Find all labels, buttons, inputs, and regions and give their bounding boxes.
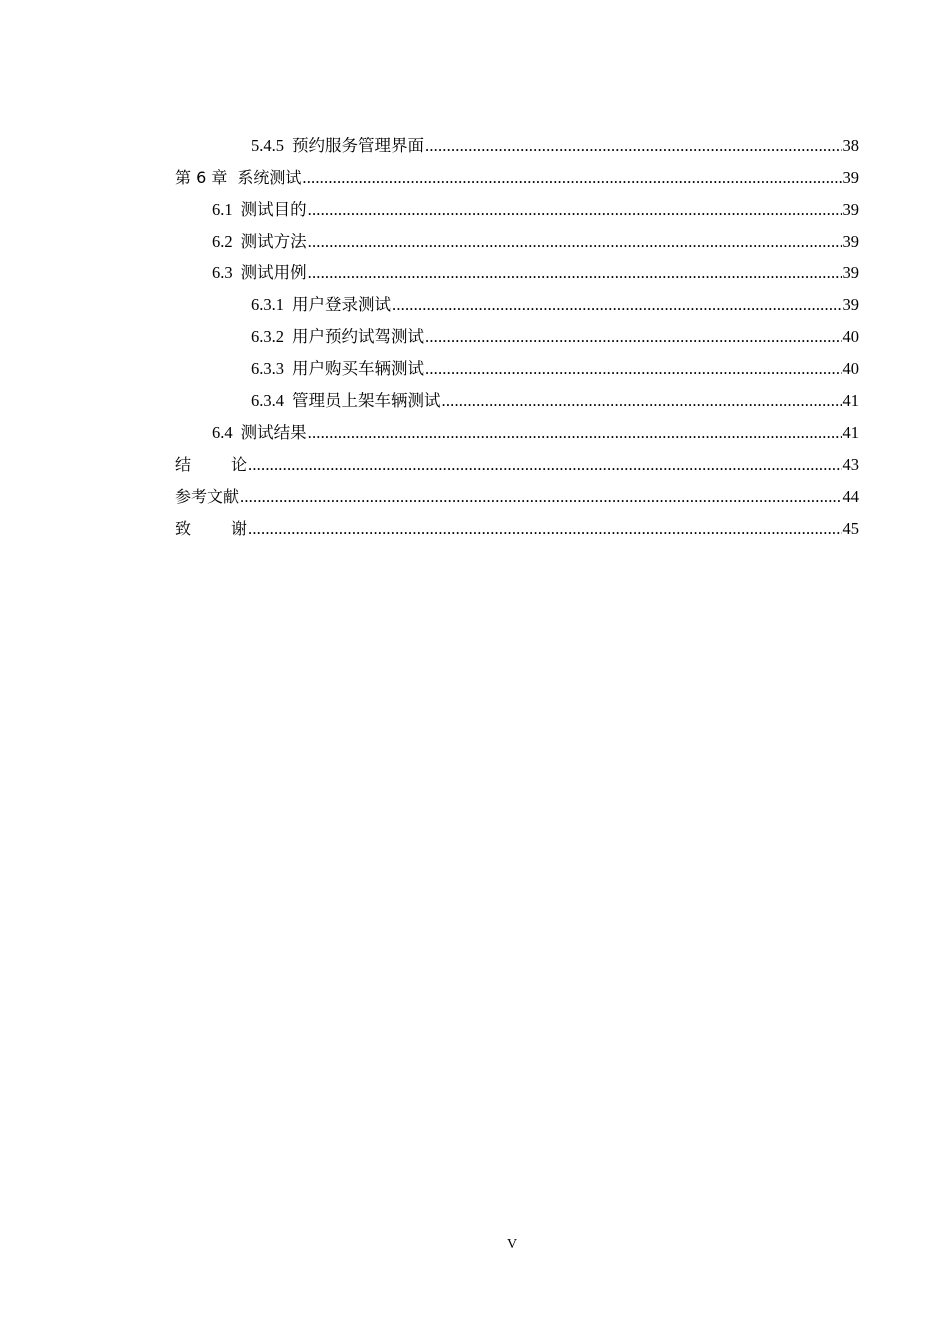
toc-entry-5-4-5[interactable] xyxy=(251,132,859,156)
dot-leader xyxy=(248,519,841,539)
toc-entry-6-2[interactable] xyxy=(212,228,859,252)
toc-entry-title: 用户预约试驾测试 xyxy=(292,327,424,346)
toc-entry-6-3-2[interactable] xyxy=(251,323,859,347)
toc-entry-title-part: 论 xyxy=(231,455,248,474)
toc-entry-6-4[interactable] xyxy=(212,419,859,443)
toc-entry-references[interactable] xyxy=(175,483,859,507)
toc-entry-title: 测试用例 xyxy=(240,263,307,282)
toc-entry-number: 第 6 章 xyxy=(175,168,228,187)
toc-entry-number: 6.3.2 xyxy=(251,327,284,346)
toc-entry-6-3-1[interactable] xyxy=(251,291,859,315)
dot-leader xyxy=(425,327,842,347)
toc-entry-number: 6.4 xyxy=(212,423,233,442)
toc-entry-page: 39 xyxy=(842,295,859,314)
toc-entry-chapter-6[interactable] xyxy=(175,164,859,188)
dot-leader xyxy=(442,391,842,411)
toc-entry-title: 用户购买车辆测试 xyxy=(292,359,424,378)
toc-entry-page: 40 xyxy=(842,327,859,346)
dot-leader xyxy=(302,168,841,188)
toc-entry-page: 41 xyxy=(842,391,859,410)
dot-leader xyxy=(248,455,841,475)
toc-entry-title: 测试结果 xyxy=(240,423,307,442)
toc-entry-6-1[interactable] xyxy=(212,196,859,220)
toc-entry-number: 6.1 xyxy=(212,200,233,219)
toc-entry-page: 40 xyxy=(842,359,859,378)
dot-leader xyxy=(240,487,841,507)
dot-leader xyxy=(308,423,842,443)
toc-entry-page: 39 xyxy=(842,168,859,187)
table-of-contents xyxy=(0,0,950,560)
toc-entry-number: 6.3.1 xyxy=(251,295,284,314)
toc-entry-page: 43 xyxy=(842,455,859,474)
toc-entry-title: 管理员上架车辆测试 xyxy=(292,391,441,410)
dot-leader xyxy=(308,200,842,220)
toc-entry-title: 用户登录测试 xyxy=(292,295,391,314)
toc-entry-title: 测试目的 xyxy=(240,200,307,219)
toc-entry-title: 测试方法 xyxy=(240,232,307,251)
toc-entry-page: 39 xyxy=(842,232,859,251)
toc-entry-title: 参考文献 xyxy=(175,487,240,506)
toc-entry-conclusion[interactable] xyxy=(175,451,859,475)
toc-entry-page: 39 xyxy=(842,200,859,219)
toc-entry-page: 41 xyxy=(842,423,859,442)
toc-entry-title: 预约服务管理界面 xyxy=(292,136,424,155)
toc-entry-acknowledgements[interactable] xyxy=(175,515,859,539)
toc-entry-title-part: 致 xyxy=(175,519,192,538)
toc-entry-6-3-3[interactable] xyxy=(251,355,859,379)
dot-leader xyxy=(308,232,842,252)
toc-entry-page: 39 xyxy=(842,263,859,282)
toc-entry-page: 45 xyxy=(842,519,859,538)
toc-entry-number: 6.3 xyxy=(212,263,233,282)
toc-entry-6-3-4[interactable] xyxy=(251,387,859,411)
dot-leader xyxy=(425,359,842,379)
toc-entry-page: 38 xyxy=(842,136,859,155)
toc-entry-number: 6.3.4 xyxy=(251,391,284,410)
toc-entry-title: 系统测试 xyxy=(237,168,302,187)
dot-leader xyxy=(425,136,842,156)
toc-entry-number: 5.4.5 xyxy=(251,136,284,155)
toc-entry-6-3[interactable] xyxy=(212,259,859,283)
dot-leader xyxy=(392,295,842,315)
toc-entry-page: 44 xyxy=(842,487,859,506)
page-footer-number: V xyxy=(506,1237,518,1252)
toc-entry-number: 6.3.3 xyxy=(251,359,284,378)
toc-entry-number: 6.2 xyxy=(212,232,233,251)
toc-entry-title-part: 结 xyxy=(175,455,192,474)
toc-entry-title-part: 谢 xyxy=(231,519,248,538)
dot-leader xyxy=(308,263,842,283)
